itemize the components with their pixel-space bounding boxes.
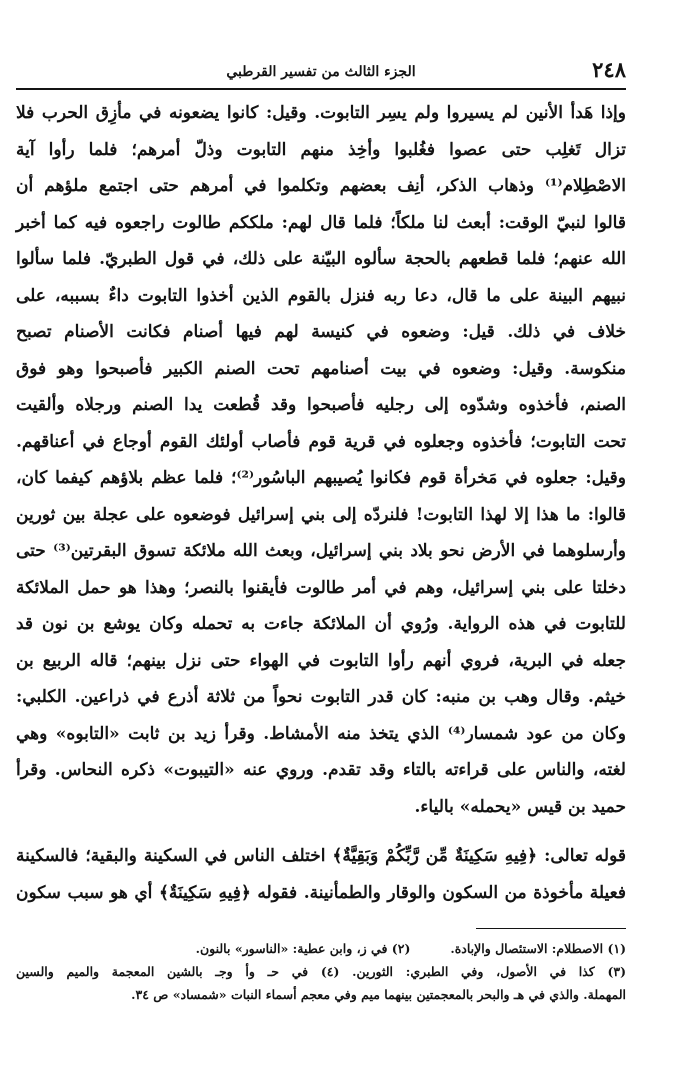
text-line: تحت التابوت؛ فأخذوه وجعلوه في قرية قوم فأصاب أولئك القوم أوجاع في أعناقهم.	[16, 431, 626, 452]
text-line: وقيل: جعلوه في مَخرأة قوم فكانوا يُصيبهم الباسُور⁽²⁾؛ فلما عظم بلاؤهم كيفما كان،	[16, 468, 627, 488]
text-line: وأرسلوهما في الأرض نحو بلاد بني إسرائيل، وبعث الله ملائكة تسوق البقرتين⁽³⁾ حتى	[16, 541, 626, 561]
footnote-1: (١) الاصطلام: الاستئصال والإبادة.	[450, 941, 626, 956]
text-line: الله عنهم؛ فلما قطعهم بالحجة سألوه البيّنة على ذلك، في قول الطبريّ. فلما سألوا	[16, 249, 626, 269]
text-line: منكوسة. وقيل: وضعوه في بيت أصنامهم تحت الصنم الكبير فأصبحوا وهو فوق	[16, 358, 626, 379]
footnote-row	[16, 937, 626, 960]
text-line: فعيلة مأخوذة من السكون والوقار والطمأنينة. فقوله ﴿فِيهِ سَكِينَةٌ﴾ أي هو سبب سكون	[16, 882, 626, 903]
text-line: حميد بن قيس «يحمله» بالياء.	[414, 796, 626, 817]
text-line: جعله في البرية، فروي أنهم رأوا التابوت في الهواء حتى نزل بينهم؛ قاله الربيع بن	[16, 650, 626, 671]
footnote-4-continued: المهملة. والذي في هـ والبحر بالمعجمتين بينهما ميم وفي معجم أسماء النبات «شمساد» ص ٣٤.	[131, 987, 626, 1002]
text-line: خيثم. وقال وهب بن منبه: كان قدر التابوت نحواً من ثلاثة أذرع في ذراعين. الكلبي:	[16, 687, 626, 707]
text-line: الاصْطِلام⁽¹⁾ وذهاب الذكر، أنِف بعضهم وتكلموا في أمرهم حتى اجتمع ملؤهم أن	[16, 176, 626, 196]
text-line: نبيهم البينة على ما قال، دعا ربه فنزل بالقوم الذين أخذوا التابوت داءٌ بسببه، على	[16, 285, 626, 306]
text-line: لغته، والناس على قراءته بالتاء وقد تقدم. وروي عنه «التيبوت» ذكره النحاس. وقرأ	[16, 760, 626, 780]
text-line: قالوا لنبيّ الوقت: أبعث لنا ملكاً؛ فلما قال لهم: ملككم طالوت راجعوه فيه كما أخبر	[16, 212, 626, 233]
text-line: الصنم، فأخذوه وشدّوه إلى رجليه فأصبحوا وقد قُطعت يدا الصنم ورجلاه وألقيت	[16, 395, 626, 415]
paragraph-gap	[16, 825, 626, 838]
text-line: قالوا: ما هذا إلا لهذا التابوت! فلنردّه إلى بني إسرائيل فوضعوه على عجلة بين ثورين	[16, 504, 626, 525]
text-line: دخلتا على بني إسرائيل، وهم في أمر طالوت فأيقنوا بالنصر؛ وهذا هو حمل الملائكة	[16, 577, 626, 598]
footnote-3-4: (٣) كذا في الأصول، وفي الطبري: الثورين. (٤) في حـ وأ وجـ بالشين المعجمة والميم والسين	[16, 964, 626, 979]
text-line: خلاف في ذلك. قيل: وضعوه في كنيسة لهم فيها أصنام فكانت الأصنام تصبح	[16, 322, 626, 342]
footnotes	[16, 937, 626, 1006]
text-line: وكان من عود شمسار⁽⁴⁾ الذي يتخذ منه الأمشاط. وقرأ زيد بن ثابت «التابوه» وهي	[16, 723, 626, 744]
text-line: تزال تَغلِب حتى عصوا فغُلبوا وأخِذ منهم التابوت وذلّ أمرهم؛ فلما رأوا آية	[16, 139, 626, 160]
page-header	[16, 56, 626, 90]
page-number: ٢٤٨	[592, 57, 626, 82]
body-text	[16, 95, 626, 911]
footnote-divider	[476, 928, 626, 929]
footnote-2: (٢) في ز، وابن عطية: «الناسور» بالنون.	[195, 941, 411, 956]
text-line: قوله تعالى: ﴿فِيهِ سَكِينَةٌ مِّن رَّبِّكُمْ وَبَقِيَّةٌ﴾ اختلف الناس في السكينة والبقية؛ فالسكينة	[16, 846, 626, 866]
text-line: للتابوت في هذه الرواية. ورُوي أن الملائكة جاءت به تحمله وكان يوشع بن نون قد	[16, 614, 626, 634]
running-title: الجزء الثالث من تفسير القرطبي	[226, 64, 416, 80]
text-line: وإذا هَدأ الأنين لم يسيروا ولم يسِر التابوت. وقيل: كانوا يضعونه في مأزِق الحرب فلا	[16, 103, 626, 123]
